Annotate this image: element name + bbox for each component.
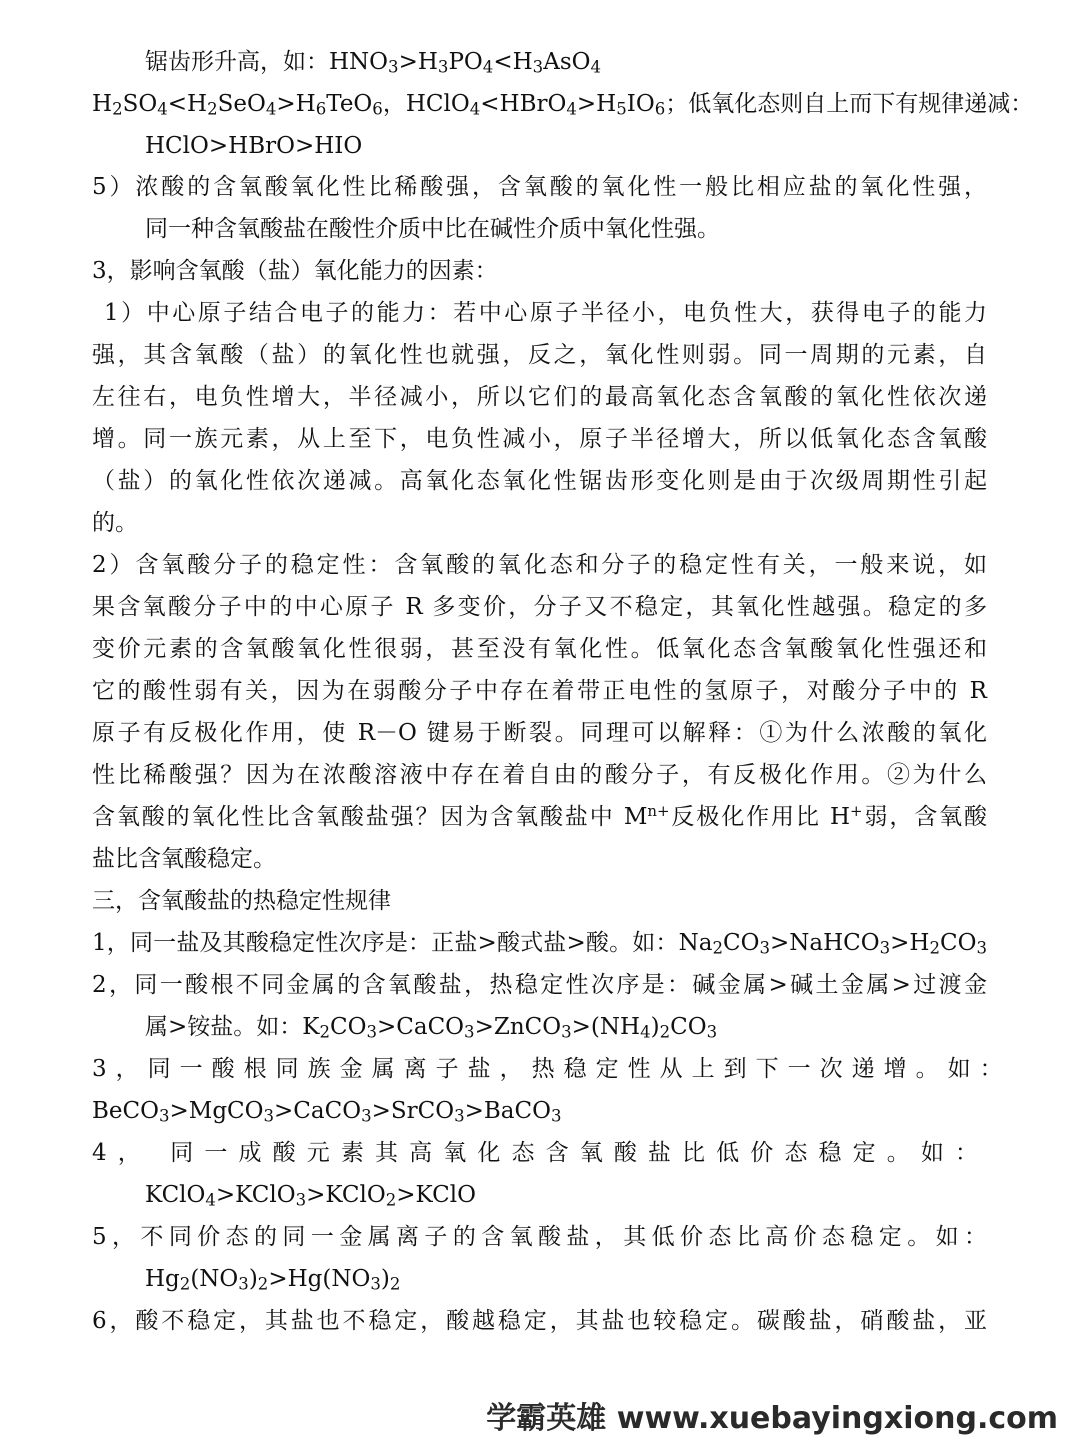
- text-run: CO: [330, 1014, 367, 1040]
- text-run: <H: [167, 91, 208, 117]
- text-line: [92, 89, 1034, 119]
- text-run: 5）浓酸的含氧酸氧化性比稀酸强，含氧酸的氧化性一般比相应盐的氧化性强，: [92, 174, 987, 200]
- text-run: >H: [576, 91, 617, 117]
- text-run: HClO>HBrO>HIO: [145, 133, 363, 159]
- text-line: [92, 1096, 562, 1126]
- text-run: 果含氧酸分子中的中心原子 R 多变价，分子又不稳定，其氧化性越强。稳定的多: [92, 594, 987, 620]
- text-line: [145, 47, 601, 77]
- subscript: 4: [205, 1190, 216, 1210]
- subscript: 2: [389, 1274, 401, 1294]
- text-line: [145, 1180, 476, 1210]
- subscript: 3: [706, 1022, 718, 1042]
- text-run: >CaCO: [274, 1098, 362, 1124]
- text-run: 2）含氧酸分子的稳定性：含氧酸的氧化态和分子的稳定性有关，一般来说，如: [92, 552, 987, 578]
- subscript: 3: [550, 1106, 562, 1126]
- subscript: 2: [659, 1022, 671, 1042]
- text-line: [145, 131, 362, 161]
- subscript: 3: [437, 57, 449, 77]
- text-run: KClO: [145, 1182, 206, 1208]
- text-line: [92, 676, 987, 706]
- text-run: >NaHCO: [769, 930, 880, 956]
- subscript: 2: [207, 99, 218, 119]
- subscript: 3: [879, 938, 891, 958]
- text-line: [92, 550, 987, 580]
- text-run: 的。: [92, 510, 138, 536]
- text-line: [145, 1264, 400, 1294]
- text-run: >BaCO: [464, 1098, 551, 1124]
- text-line: [104, 298, 987, 328]
- text-run: >KClO: [306, 1182, 386, 1208]
- text-line: [145, 1012, 717, 1042]
- text-run: 盐比含氧酸稳定。: [92, 846, 276, 872]
- text-run: CO: [722, 930, 760, 956]
- text-run: ): [380, 1266, 390, 1292]
- text-run: Hg: [145, 1266, 180, 1292]
- text-line: [92, 802, 987, 832]
- text-run: 性比稀酸强？因为在浓酸溶液中存在着自由的酸分子，有反极化作用。②为什么: [92, 762, 987, 788]
- subscript: 2: [112, 99, 123, 119]
- subscript: 3: [366, 1022, 377, 1042]
- text-run: 6，酸不稳定，其盐也不稳定，酸越稳定，其盐也较稳定。碳酸盐，硝酸盐，亚: [92, 1308, 987, 1334]
- text-run: ): [650, 1014, 660, 1040]
- subscript: 3: [370, 1274, 381, 1294]
- subscript: 3: [464, 1022, 475, 1042]
- text-line: [92, 172, 987, 202]
- text-run: 3，影响含氧酸（盐）氧化能力的因素：: [92, 258, 498, 284]
- text-run: >H: [890, 930, 930, 956]
- text-run: 变价元素的含氧酸氧化性很弱，甚至没有氧化性。低氧化态含氧酸氧化性强还和: [92, 636, 987, 662]
- subscript: 3: [561, 1022, 572, 1042]
- text-line: [145, 214, 720, 244]
- text-line: [92, 592, 987, 622]
- text-line: [92, 886, 391, 916]
- text-run: BeCO: [92, 1098, 159, 1124]
- subscript: 2: [257, 1274, 269, 1294]
- text-run: >Hg(NO: [268, 1266, 371, 1292]
- text-run: >H: [398, 49, 438, 75]
- subscript: 3: [263, 1106, 275, 1126]
- subscript: 5: [616, 99, 627, 119]
- text-line: [92, 1054, 1012, 1084]
- text-run: <HBrO: [480, 91, 567, 117]
- text-run: ；低氧化态则自上而下有规律递减：: [665, 91, 1034, 117]
- text-run: (NO: [190, 1266, 239, 1292]
- text-run: 同一种含氧酸盐在酸性介质中比在碱性介质中氧化性强。: [145, 216, 720, 242]
- text-run: >CaCO: [377, 1014, 465, 1040]
- text-run: 2，同一酸根不同金属的含氧酸盐，热稳定性次序是：碱金属>碱土金属>过渡金: [92, 972, 987, 998]
- text-run: 锯齿形升高，如：HNO: [145, 49, 389, 75]
- text-line: [92, 508, 138, 538]
- text-run: SO: [122, 91, 158, 117]
- text-run: 弱，含氧酸: [862, 804, 988, 830]
- text-run: >H: [276, 91, 316, 117]
- subscript: 3: [532, 57, 544, 77]
- site-watermark: 学霸英雄 www.xuebayingxiong.com: [486, 1401, 1058, 1436]
- text-line: [92, 718, 987, 748]
- text-run: ，HClO: [382, 91, 470, 117]
- subscript: 2: [385, 1190, 397, 1210]
- subscript: 3: [158, 1106, 170, 1126]
- text-run: H: [92, 91, 113, 117]
- text-line: [92, 970, 987, 1000]
- text-run: <H: [493, 49, 533, 75]
- text-run: 强，其含氧酸（盐）的氧化性也就强，反之，氧化性则弱。同一周期的元素，自: [92, 342, 987, 368]
- text-line: [92, 1306, 987, 1336]
- text-run: 左往右，电负性增大，半径减小，所以它们的最高氧化态含氧酸的氧化性依次递: [92, 384, 987, 410]
- text-run: 3，同一酸根同族金属离子盐，热稳定性从上到下一次递增。如：: [92, 1056, 1012, 1082]
- text-line: [92, 634, 987, 664]
- text-run: >KClO: [215, 1182, 296, 1208]
- text-line: [92, 424, 987, 454]
- text-run: 4， 同一成酸元素其高氧化态含氧酸盐比低价态稳定。如：: [92, 1140, 987, 1166]
- text-run: CO: [940, 930, 977, 956]
- subscript: 6: [372, 99, 383, 119]
- text-run: >ZnCO: [474, 1014, 562, 1040]
- subscript: 4: [469, 99, 481, 119]
- text-line: [92, 928, 987, 958]
- text-run: 属>铵盐。如：K: [145, 1014, 320, 1040]
- text-run: 1）中心原子结合电子的能力：若中心原子半径小，电负性大，获得电子的能力: [104, 300, 987, 326]
- text-run: CO: [670, 1014, 707, 1040]
- text-line: [92, 1138, 987, 1168]
- text-line: [92, 760, 987, 790]
- text-run: ): [248, 1266, 258, 1292]
- subscript: 3: [454, 1106, 465, 1126]
- text-run: SeO: [217, 91, 266, 117]
- subscript: 4: [482, 57, 494, 77]
- subscript: 3: [388, 57, 399, 77]
- subscript: 2: [929, 938, 940, 958]
- subscript: 4: [265, 99, 277, 119]
- subscript: 4: [640, 1022, 651, 1042]
- superscript: +: [850, 801, 863, 820]
- text-run: 含氧酸的氧化性比含氧酸盐强？因为含氧酸盐中 M: [92, 804, 648, 830]
- subscript: 3: [976, 938, 987, 958]
- text-run: （盐）的氧化性依次递减。高氧化态氧化性锯齿形变化则是由于次级周期性引起: [92, 468, 987, 494]
- text-run: TeO: [326, 91, 373, 117]
- text-run: 增。同一族元素，从上至下，电负性减小，原子半径增大，所以低氧化态含氧酸: [92, 426, 987, 452]
- text-line: [92, 1222, 987, 1252]
- text-line: [92, 466, 987, 496]
- subscript: 6: [315, 99, 327, 119]
- text-run: 反极化作用比 H: [669, 804, 851, 830]
- subscript: 3: [361, 1106, 372, 1126]
- subscript: 2: [319, 1022, 330, 1042]
- text-run: >(NH: [571, 1014, 641, 1040]
- text-run: >KClO: [396, 1182, 476, 1208]
- subscript: 3: [759, 938, 770, 958]
- subscript: 2: [712, 938, 723, 958]
- superscript: n+: [647, 801, 670, 820]
- text-line: [92, 340, 987, 370]
- subscript: 4: [566, 99, 577, 119]
- text-run: 1，同一盐及其酸稳定性次序是：正盐>酸式盐>酸。如：Na: [92, 930, 713, 956]
- text-line: [92, 382, 987, 412]
- subscript: 3: [295, 1190, 307, 1210]
- text-run: IO: [626, 91, 655, 117]
- subscript: 2: [179, 1274, 191, 1294]
- text-run: 原子有反极化作用，使 R－O 键易于断裂。同理可以解释：①为什么浓酸的氧化: [92, 720, 987, 746]
- text-run: PO: [448, 49, 483, 75]
- text-run: 5，不同价态的同一金属离子的含氧酸盐，其低价态比高价态稳定。如：: [92, 1224, 987, 1250]
- text-run: >MgCO: [169, 1098, 264, 1124]
- subscript: 6: [654, 99, 666, 119]
- text-line: [92, 844, 276, 874]
- subscript: 4: [590, 57, 602, 77]
- text-run: >SrCO: [371, 1098, 455, 1124]
- text-run: 它的酸性弱有关，因为在弱酸分子中存在着带正电性的氢原子，对酸分子中的 R: [92, 678, 987, 704]
- subscript: 4: [157, 99, 168, 119]
- text-run: AsO: [543, 49, 591, 75]
- subscript: 3: [238, 1274, 249, 1294]
- text-line: [92, 256, 498, 286]
- text-run: 三，含氧酸盐的热稳定性规律: [92, 888, 391, 914]
